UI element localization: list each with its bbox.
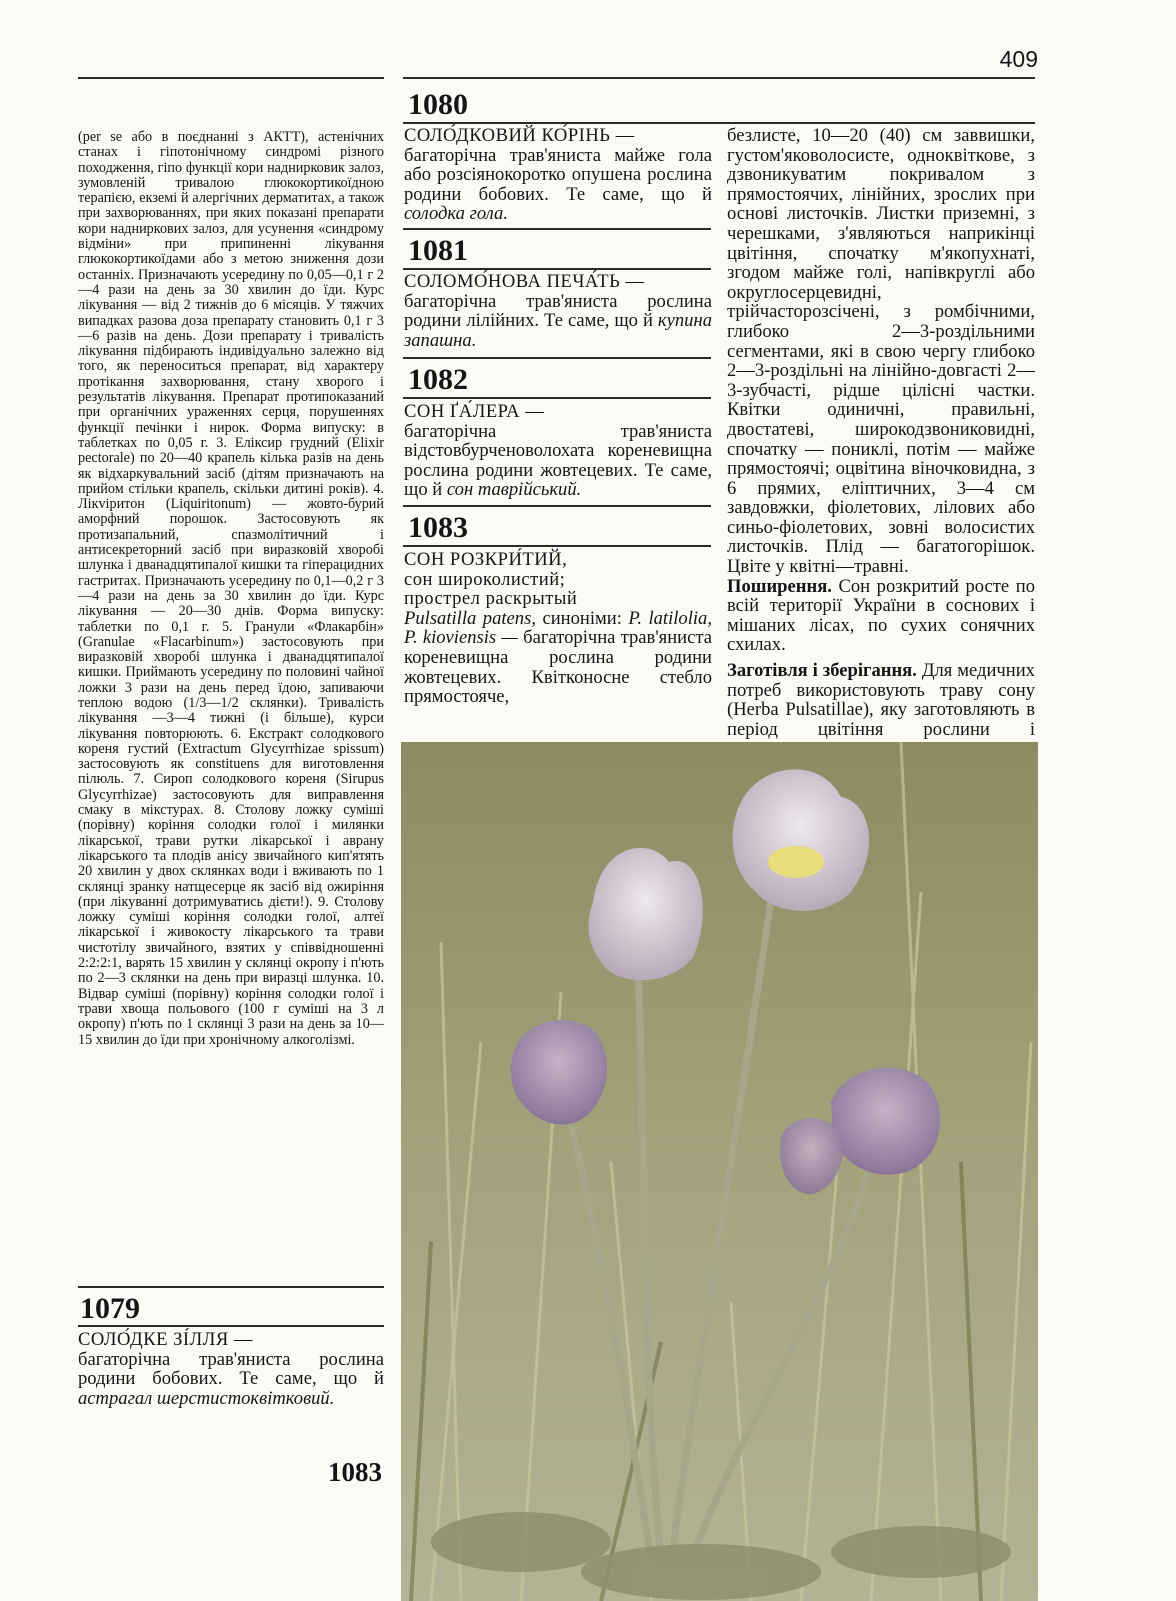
ref-1082: сон таврійський. [446, 479, 582, 501]
latin-syn-1083: P. latilolia, P. kioviensis — [404, 607, 712, 649]
text-1082: багаторічна трав'яниста відстовбурченоволохата кореневищна рослина родини жовтецевих. Те саме, що й [404, 420, 712, 501]
harvest-text: Для медичних потреб використовують траву сону (Herba Pulsatillae), яку заготовляють в період цвітіння рослини і [727, 660, 1035, 740]
rule-1081-top [403, 228, 711, 230]
synonyms-label-1083: синоніми: [542, 607, 622, 629]
headword-1082: СОН ҐА́ЛЕРА — [404, 401, 545, 422]
description-1083: безлисте, 10—20 (40) см заввишки, густом'яковолосисте, одноквіткове, з дзвоникуватим покривалом з прямостоячих, лінійних, зрослих при основі листочків. Листки приземні, з черешками, з'являються наприкінці цвітіння, спочатку м'якопухнаті, згодом майже голі, напівкруглі або округлосерцевидні, трійчасторозсічені, з ромбічними, глибоко 2—3-роздільними сегментами, які в свою чергу глибоко 2—3-роздільні на лінійно-довгасті 2—3-зубчасті, рідше цілісні частки. Квітки одиничні, правильні, двостатеві, широкодзвониковидні, спочатку — пониклі, потім — майже прямостоячі; оцвітина віночковидна, з 6 прямих, еліптичних, 3—4 см завдовжки, фіолетових, лілових або синьо-фіолетових, зовні волосистих листочків. Плід — багатогорішок. Цвіте у квітні—травні. [727, 125, 1035, 578]
synonym-1083-a: сон широколистий; [404, 568, 566, 590]
entry-1080 [404, 126, 712, 224]
harvest-label: Заготівля і зберігання. [727, 660, 917, 682]
rule-1081 [403, 268, 711, 270]
ref-1081: купина запашна. [404, 310, 712, 351]
rule-left-top [78, 77, 384, 79]
flower-upper-left [588, 848, 702, 980]
spread-paragraph [727, 577, 1035, 655]
text-1083: багаторічна трав'яниста кореневищна рослина родини жовтецевих. Квітконосне стебло прямостояче, [404, 627, 712, 708]
entry-number-1080: 1080 [408, 88, 468, 121]
page-number: 409 [999, 46, 1038, 72]
headword-1080: СОЛО́ДКОВИЙ КО́РІНЬ — [404, 125, 635, 146]
headword-1079: СОЛО́ДКЕ ЗІ́ЛЛЯ — [78, 1329, 253, 1350]
pasque-flower-photo [401, 742, 1038, 1601]
synonym-1083-b: прострел раскрытый [404, 588, 578, 610]
ref-1080: солодка гола. [404, 203, 508, 225]
text-1079: багаторічна трав'яниста рослина родини бобових. Те саме, що й [78, 1348, 384, 1390]
entry-number-1081: 1081 [408, 234, 468, 267]
latin-1083: Pulsatilla patens, [404, 607, 536, 629]
rule-1083 [403, 545, 711, 547]
entry-1079 [78, 1330, 384, 1408]
rule-1079-b [78, 1325, 384, 1327]
headword-1083: СОН РОЗКРИ́ТИЙ, [404, 549, 568, 570]
left-body: (per se або в поєднанні з АКТТ), астенічних станах і гіпотонічному синдромі різного походження, гіпо функції кори наднирковик залоз, зумовленій тривалою глюкокортикоїдною терапією, екземі й алергічних дерматитах, а також при захворюваннях, при яких показані препарати кори надниркових залоз, для усунення «синдрому відміни» при припиненні лікування глюкокортикоїдами або з метою зниження дози останніх. Призначають усередину по 0,05—0,1 г 2—4 рази на день за 30 хвилин до їди. Курс лікування — від 2 тижнів до 6 місяців. У тяжчих випадках разова доза препарату становить 0,1 г 3—6 разів на день. Дози препарату і тривалість лікування підбирають індивідуально залежно від того, як переноситься препарат, від характеру протікання захворювання, стану хворого і результатів лікування. Препарат протипоказаний при органічних ураженнях серця, порушеннях функції печінки і нирок. Форма випуску: в таблетках по 0,05 г. 3. Еліксир грудний (Elixir pectorale) по 20—40 крапель кілька разів на день як відхаркувальний засіб (дітям призначають на прийом стільки крапель, скільки дитині років). 4. Лікviритон (Liquiritonum) — жовто-бурий аморфний порошок. Застосовують як протизапальний, спазмолітичний і антисекреторний засіб при виразковій хворобі шлунка і дванадцятипалої кишки та гіперацидних гастритах. Призначають усередину по 0,1—0,2 г 3—4 рази на день за 30 хвилин до їди. Курс лікування — 20—30 днів. Форма випуску: таблетки по 0,1 г. 5. Гранули «Флакарбін» (Granulae «Flacarbinum») застосовують при виразковій хворобі шлунка і дванадцятипалої кишки. Приймають усередину по половині чайної ложки 3 рази на день перед їдою, запиваючи теплою водою (1/3—1/2 склянки). Тривалість лікування —3—4 тижні (і більше), курси лікування повторюють. 6. Екстракт солодкового кореня густий (Extractum Glycyrrhizae spissum) застосовують як constituens для виготовлення пілюль. 7. Сироп солодкового кореня (Sirupus Glycyrrhizae) застосовують для виправлення смаку в мікстурах. 8. Столову ложку суміші (порівну) коріння солодки голої і милянки лікарської, трави рутки лікарської і аврану лікарського та плодів анісу звичайного кип'ятять 20 хвилин у двох склянках води і вживають по 1 склянці зранку натщесерце як засіб від ожиріння (при лікуванні дотримуватись дієти!). 9. Столову ложку суміші коріння солодки голої, алтеї лікарської і живокосту лікарського та трави чистотілу звичайного, взятих у співвідношенні 2:2:2:1, варять 15 хвилин у склянці окропу і п'ють по 2—3 склянки на день при виразці шлунка. 10. Відвар суміші (порівну) коріння солодки голої і трави хвоща польового (100 г суміші на 3 л окропу) п'ють по 1 склянці 3 рази на день за 10—15 хвилин до їди при хронічному алкоголізмі. [78, 129, 384, 1048]
entry-1082 [404, 402, 712, 500]
left-column-text [78, 130, 384, 1048]
headword-1081: СОЛОМО́НОВА ПЕЧА́ТЬ — [404, 271, 645, 292]
rule-1083-top [403, 505, 711, 507]
spread-text: Сон розкритий росте по всій території України в соснових і мішаних лісах, по сухих сонячних схилах. [727, 575, 1035, 656]
entry-number-1083: 1083 [408, 511, 468, 544]
ref-1079: астрагал шерстистоквітковий. [78, 1387, 335, 1409]
entry-1081 [404, 272, 712, 350]
right-column-text [727, 126, 1035, 759]
rule-1082-top [403, 357, 711, 359]
entry-number-1079: 1079 [80, 1292, 140, 1325]
rule-1080 [403, 122, 1035, 124]
rule-right-top [403, 77, 1035, 79]
entry-1083 [404, 550, 712, 707]
text-1081: багаторічна трав'яниста рослина родини лілійних. Те саме, що й [404, 290, 712, 332]
figure-caption: 1083 [328, 1457, 382, 1487]
text-1080: багаторічна трав'яниста майже гола або розсіянокоротко опушена рослина родини бобових. Те саме, що й [404, 144, 712, 205]
rule-1082 [403, 397, 711, 399]
entry-number-1082: 1082 [408, 363, 468, 396]
rule-1079 [78, 1286, 384, 1288]
spread-label: Поширення. [727, 575, 832, 597]
